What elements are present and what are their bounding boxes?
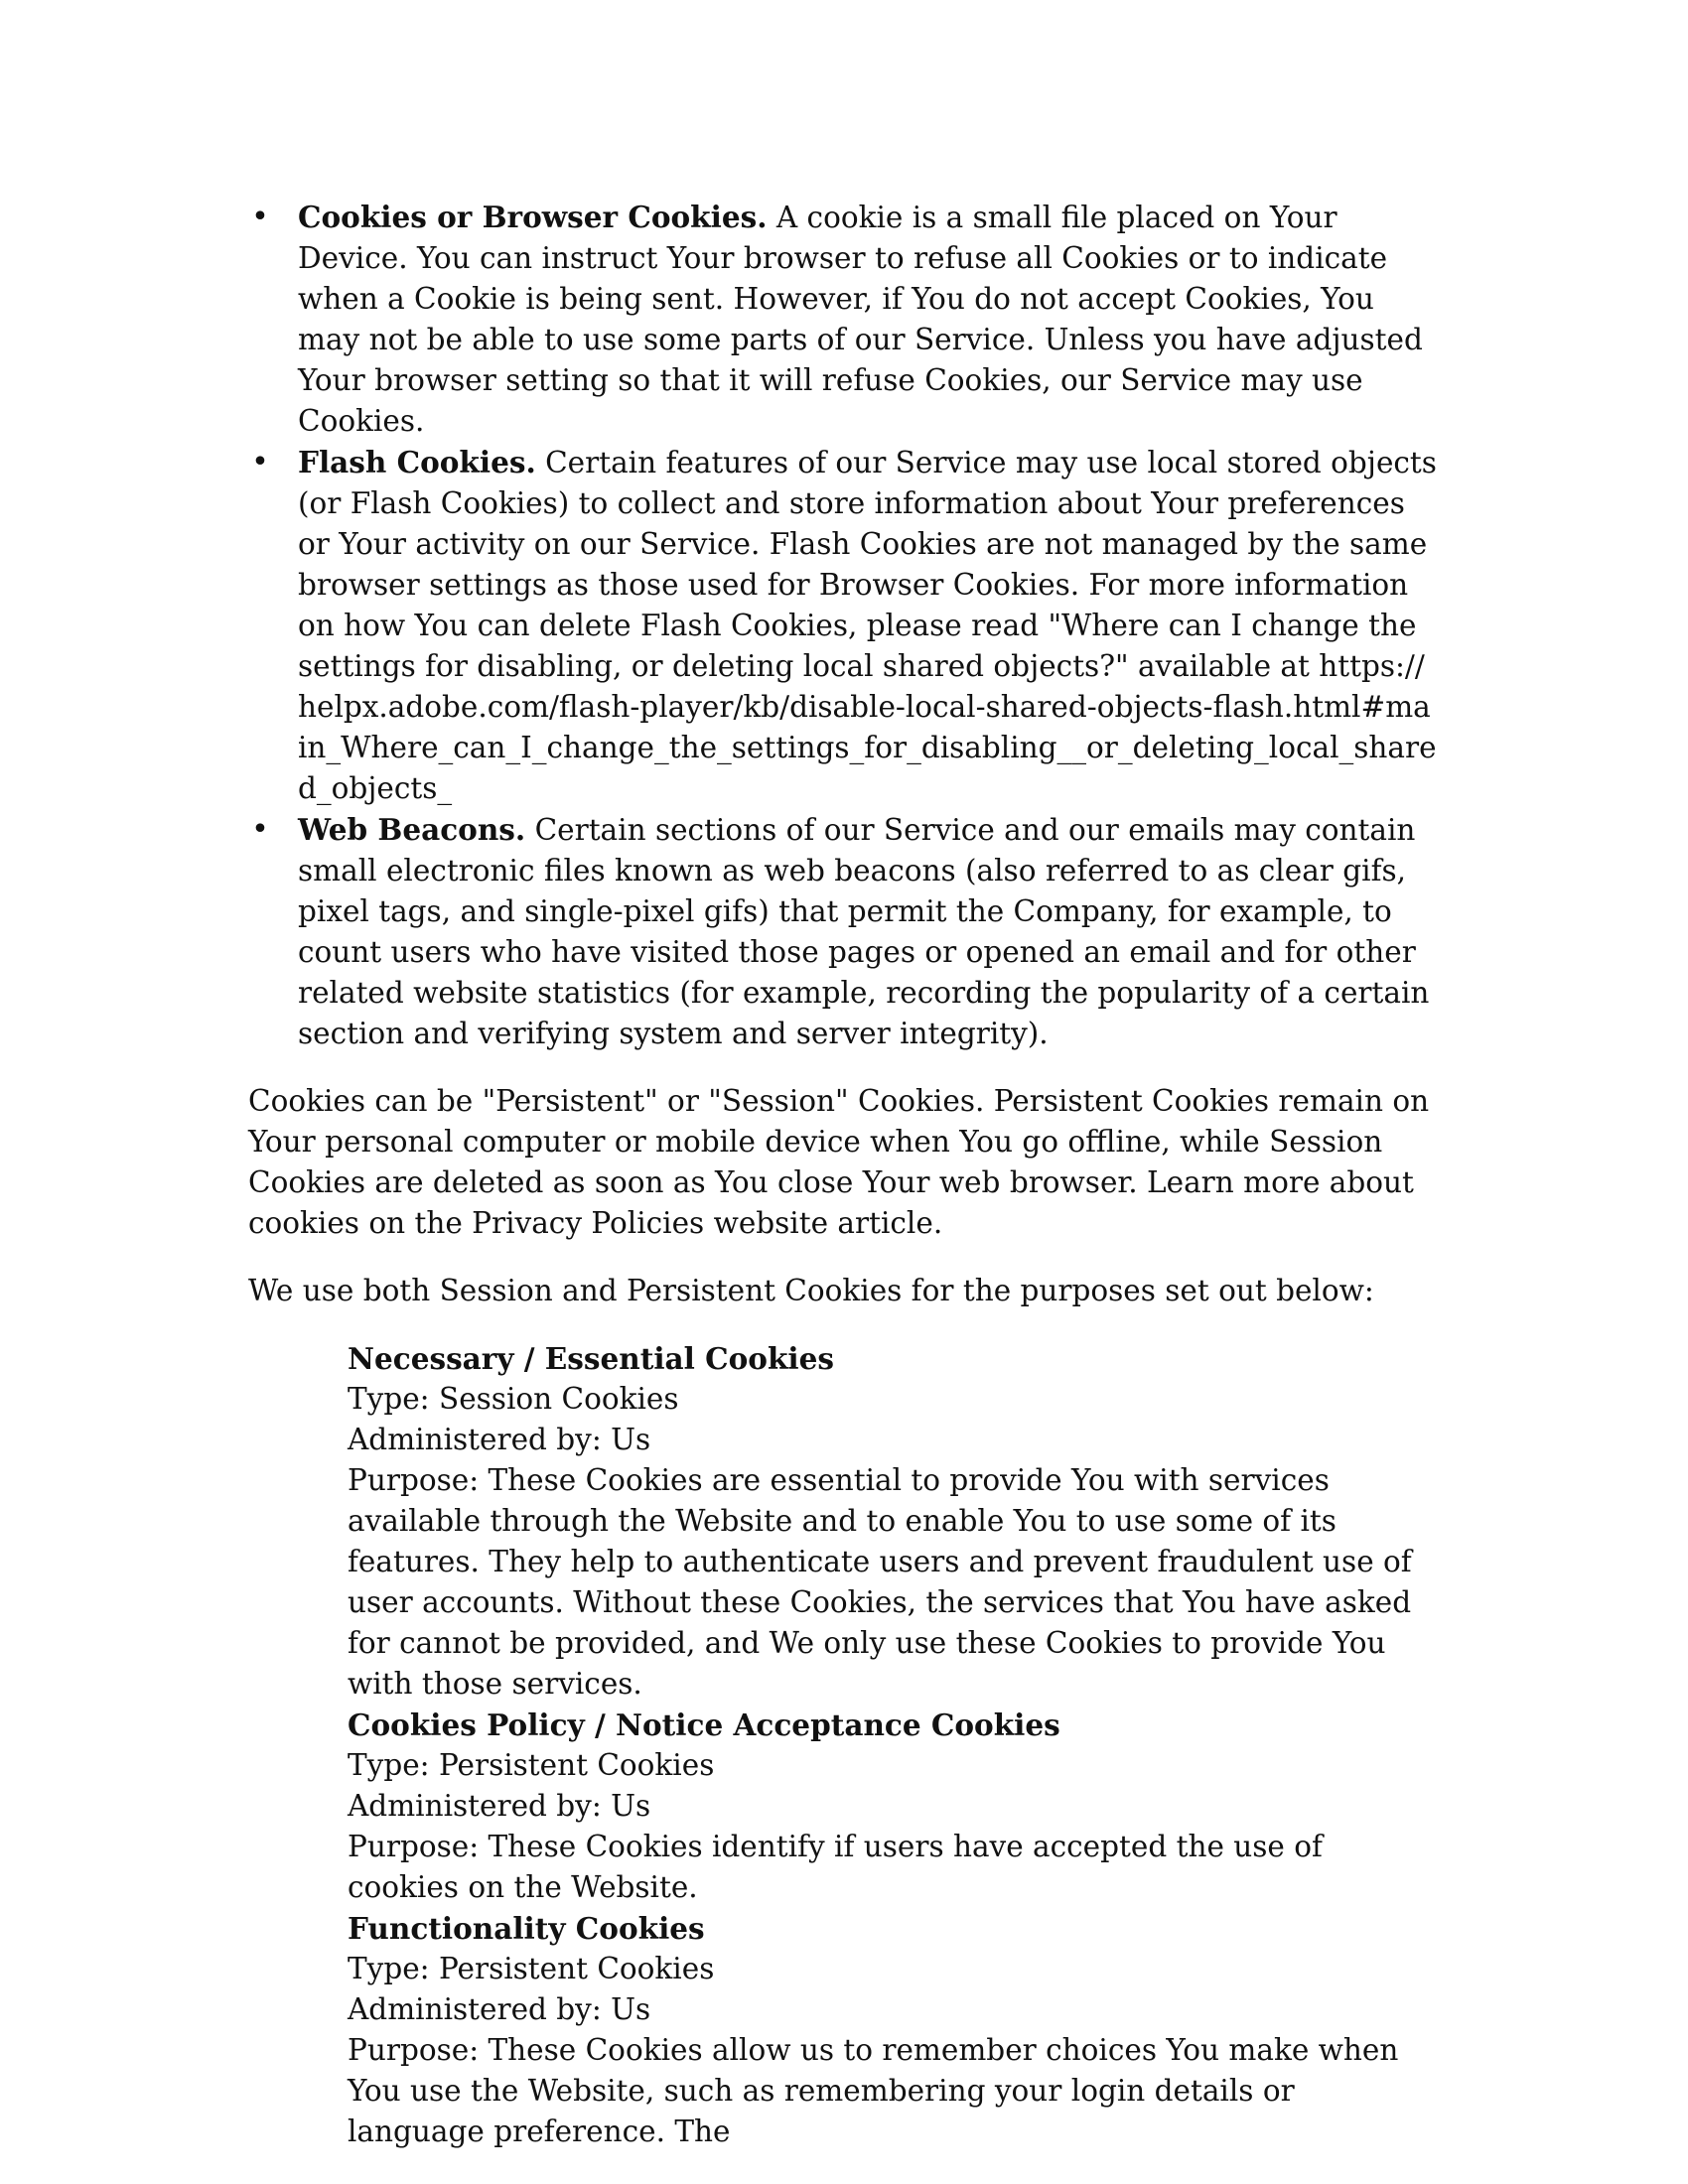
document-page [248, 197, 1440, 2152]
bullet-term: Flash Cookies. [298, 445, 536, 479]
bullet-item-browser-cookies [248, 197, 1440, 442]
bullet-term: Cookies or Browser Cookies. [298, 200, 768, 234]
bullet-dot-icon: • [251, 445, 269, 479]
purposes-intro-paragraph: We use both Session and Persistent Cookies for the purposes set out below: [248, 1274, 1374, 1307]
bullet-text: Certain sections of our Service and our emails may contain small electronic files known as web beacons (also referred to as clear gifs, pixel tags, and single-pixel gifs) that permit the Company, for example, to count users who have visited those pages or opened an email and for other related website statistics (for example, recording the popularity of a certain section and verifying system and server integrity). [298, 813, 1430, 1050]
bullet-dot-icon: • [251, 812, 269, 847]
bullet-item-flash-cookies [248, 442, 1440, 809]
cookie-type-heading: Functionality Cookies [348, 1911, 705, 1946]
bullet-dot-icon: • [251, 200, 269, 234]
cookie-type-notice-acceptance [348, 1705, 1440, 1908]
bullet-term: Web Beacons. [298, 812, 526, 847]
cookie-type-purpose: Purpose: These Cookies are essential to provide You with services available through the Website and to enable You to use some of its features. They help to authenticate users and prevent fraudulent use of user accounts. Without these Cookies, the services that You have asked for cannot be provided, and We only use these Cookies to provide You with those services. [348, 1463, 1412, 1701]
cookie-type-purpose: Purpose: These Cookies identify if users have accepted the use of cookies on the Website. [348, 1830, 1323, 1904]
cookie-type-type: Type: Persistent Cookies [348, 1748, 715, 1782]
bullet-text: Certain features of our Service may use local stored objects (or Flash Cookies) to collect and store information about Your preferences or Your activity on our Service. Flash Cookies are not managed by the same browser settings as those used for Browser Cookies. For more information on how You can delete Flash Cookies, please read "Where can I change the settings for disabling, or deleting local shared objects?" available at [298, 446, 1437, 683]
cookie-bullet-list [248, 197, 1440, 1054]
cookie-types-list [348, 1338, 1440, 2152]
adobe-flash-url-link[interactable]: https://helpx.adobe.com/flash-player/kb/disable-local-shared-objects-flash.html#main_Where_can_I_change_the_settings_for_disabling__or_deleting_local_shared_objects_ [298, 649, 1437, 805]
cookie-type-type: Type: Persistent Cookies [348, 1952, 715, 1985]
bullet-text: A cookie is a small file placed on Your Device. You can instruct Your browser to refuse all Cookies or to indicate when a Cookie is being sent. However, if You do not accept Cookies, You may not be able to use some parts of our Service. Unless you have adjusted Your browser setting so that it will refuse Cookies, our Service may use Cookies. [298, 201, 1423, 438]
cookie-type-type: Type: Session Cookies [348, 1382, 679, 1416]
bullet-item-web-beacons [248, 809, 1440, 1054]
cookie-type-necessary [348, 1338, 1440, 1705]
cookie-type-administered: Administered by: Us [348, 1789, 651, 1823]
cookie-type-functionality [348, 1908, 1440, 2152]
cookie-type-administered: Administered by: Us [348, 1423, 651, 1456]
persistent-session-paragraph: Cookies can be "Persistent" or "Session" Cookies. Persistent Cookies remain on Your personal computer or mobile device when You go offline, while Session Cookies are deleted as soon as You close Your web browser. Learn more about cookies on the Privacy Policies website article. [248, 1084, 1430, 1240]
cookie-type-heading: Necessary / Essential Cookies [348, 1341, 834, 1376]
cookie-type-heading: Cookies Policy / Notice Acceptance Cookies [348, 1707, 1060, 1742]
cookie-type-purpose: Purpose: These Cookies allow us to remember choices You make when You use the Website, such as remembering your login details or language preference. The [348, 2033, 1399, 2148]
cookie-type-administered: Administered by: Us [348, 1992, 651, 2026]
